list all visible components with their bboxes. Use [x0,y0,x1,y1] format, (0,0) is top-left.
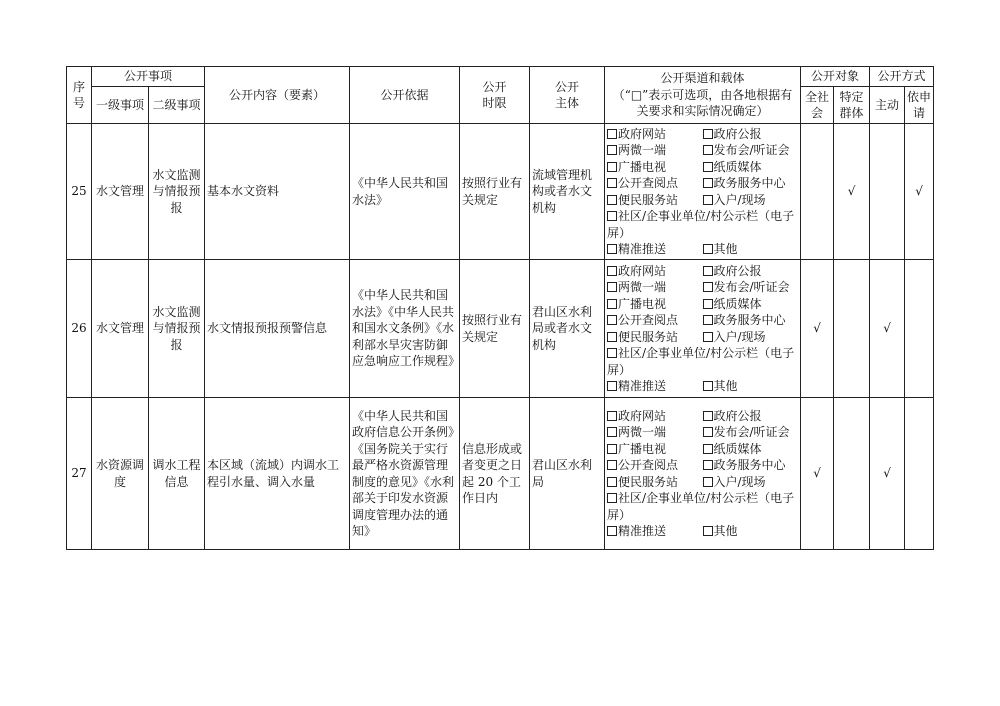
cell-level2: 水文监测与情报预报 [149,260,205,398]
channel-option [607,474,703,491]
header-mode-active: 主动 [870,87,905,124]
channel-label: 社区/企事业单位/村公示栏（电子屏） [607,491,795,522]
channel-option [703,424,799,441]
channel-label: 公开查阅点 [618,176,679,190]
channel-label: 政府公报 [713,263,762,278]
cell-subject: 君山区水利局或者水文机构 [530,260,605,398]
checkbox-icon [703,526,713,536]
channel-option [607,523,703,540]
channel-label: 社区/企事业单位/村公示栏（电子屏） [607,346,795,377]
cell-basis: 《中华人民共和国政府信息公开条例》《国务院关于实行最严格水资源管理制度的意见》《水利部关于印发水资源调度管理办法的通知》 [350,398,460,550]
cell-mode-request [905,260,934,398]
channel-option [607,208,798,241]
checkbox-icon [607,381,617,391]
cell-mode-request [905,398,934,550]
checkbox-icon [607,477,617,487]
cell-basis: 《中华人民共和国水法》 [350,124,460,260]
channel-option [703,175,799,192]
channel-label: 广播电视 [618,296,667,311]
cell-subject: 君山区水利局 [530,398,605,550]
channel-option [703,126,799,143]
channel-option [703,279,799,296]
checkbox-icon [607,195,617,205]
checkbox-icon [607,348,617,358]
channel-list [607,263,798,395]
channel-label: 政府网站 [618,408,667,423]
channel-option [703,142,799,159]
channel-label: 广播电视 [618,441,667,456]
checkbox-icon [607,145,617,155]
checkbox-icon [703,244,713,254]
channel-option [703,378,799,395]
channel-option [703,441,799,458]
checkbox-icon [703,282,713,292]
channel-option [607,457,703,474]
checkbox-icon [703,299,713,309]
cell-mode-request: √ [905,124,934,260]
checkbox-icon [703,178,713,188]
channel-label: 便民服务站 [618,474,679,489]
channel-option [703,312,799,329]
cell-channels [605,124,801,260]
header-subject: 公开主体 [530,67,605,124]
cell-subject: 流域管理机构或者水文机构 [530,124,605,260]
channel-label: 便民服务站 [618,192,679,207]
channel-option [703,474,799,491]
checkbox-icon [703,145,713,155]
channel-option [607,192,703,209]
channel-label: 精准推送 [618,379,667,393]
channel-label: 广播电视 [618,159,667,174]
checkbox-icon [607,178,617,188]
checkbox-icon [703,315,713,325]
cell-level1: 水文管理 [92,124,149,260]
header-content: 公开内容（要素） [205,67,350,124]
channel-label: 两微一端 [618,143,667,157]
checkbox-icon [703,266,713,276]
channel-option [607,241,703,258]
checkbox-icon [607,427,617,437]
channel-label: 精准推送 [618,242,667,256]
cell-deadline: 按照行业有关规定 [460,260,530,398]
channel-label: 其他 [713,379,738,393]
channel-label: 公开查阅点 [618,458,679,472]
header-channel-title: 公开渠道和载体 [660,71,745,86]
checkbox-icon [703,427,713,437]
checkbox-icon [607,162,617,172]
cell-deadline: 信息形成或者变更之日起 20 个工作日内 [460,398,530,550]
channel-label: 两微一端 [618,280,667,294]
channel-label: 社区/企事业单位/村公示栏（电子屏） [607,209,795,240]
cell-basis: 《中华人民共和国水法》《中华人民共和国水文条例》《水利部水旱灾害防御应急响应工作规程》 [350,260,460,398]
channel-option [703,329,799,346]
header-channel-note: （“□”表示可选项，由各地根据有关要求和实际情况确定） [612,87,793,119]
checkbox-icon [703,195,713,205]
channel-label: 其他 [713,242,738,256]
channel-option [703,263,799,280]
channel-label: 入户/现场 [713,474,766,489]
channel-option [607,441,703,458]
header-basis: 公开依据 [350,67,460,124]
channel-option [607,175,703,192]
cell-level1: 水文管理 [92,260,149,398]
checkbox-icon [607,211,617,221]
checkbox-icon [607,411,617,421]
channel-option [607,263,703,280]
cell-deadline: 按照行业有关规定 [460,124,530,260]
table-row [67,260,934,398]
cell-level2: 水文监测与情报预报 [149,124,205,260]
table-row [67,398,934,550]
channel-option [607,378,703,395]
cell-target-all: √ [801,398,834,550]
channel-label: 纸质媒体 [713,159,762,174]
channel-label: 政务服务中心 [713,458,786,472]
cell-mode-active: √ [870,260,905,398]
channel-option [607,296,703,313]
checkbox-icon [607,444,617,454]
cell-target-specific [834,398,870,550]
checkbox-icon [703,444,713,454]
channel-label: 公开查阅点 [618,313,679,327]
cell-target-specific [834,260,870,398]
checkbox-icon [607,129,617,139]
channel-option [607,345,798,378]
cell-mode-active [870,124,905,260]
cell-seq: 26 [67,260,92,398]
channel-option [703,408,799,425]
header-deadline: 公开时限 [460,67,530,124]
header-target: 公开对象 [801,67,870,87]
channel-option [703,159,799,176]
channel-option [607,424,703,441]
cell-level2: 调水工程信息 [149,398,205,550]
channel-label: 政务服务中心 [713,176,786,190]
channel-label: 入户/现场 [713,192,766,207]
checkbox-icon [607,460,617,470]
channel-label: 精准推送 [618,524,667,538]
channel-option [607,408,703,425]
checkbox-icon [607,332,617,342]
table-row [67,124,934,260]
cell-content: 本区域（流域）内调水工程引水量、调入水量 [205,398,350,550]
checkbox-icon [703,162,713,172]
channel-label: 便民服务站 [618,329,679,344]
channel-option [703,296,799,313]
channel-option [607,279,703,296]
header-target-all: 全社会 [801,87,834,124]
checkbox-icon [703,460,713,470]
channel-label: 发布会/听证会 [713,143,790,157]
cell-target-specific: √ [834,124,870,260]
channel-option [607,329,703,346]
channel-list [607,126,798,258]
channel-option [703,241,799,258]
channel-label: 政府网站 [618,126,667,141]
checkbox-icon [607,244,617,254]
channel-label: 其他 [713,524,738,538]
header-matter: 公开事项 [92,67,205,87]
checkbox-icon [703,129,713,139]
checkbox-icon [607,493,617,503]
channel-option [607,126,703,143]
channel-label: 政府公报 [713,126,762,141]
header-mode: 公开方式 [870,67,934,87]
cell-seq: 27 [67,398,92,550]
checkbox-icon [607,266,617,276]
disclosure-table [66,66,934,550]
channel-label: 发布会/听证会 [713,280,790,294]
channel-label: 政府公报 [713,408,762,423]
channel-option [703,457,799,474]
checkbox-icon [703,477,713,487]
channel-label: 两微一端 [618,425,667,439]
cell-content: 水文情报预报预警信息 [205,260,350,398]
header-channel [605,67,801,124]
channel-label: 政务服务中心 [713,313,786,327]
channel-list [607,408,798,540]
channel-option [703,523,799,540]
cell-target-all [801,124,834,260]
channel-option [607,312,703,329]
checkbox-icon [703,332,713,342]
channel-option [607,142,703,159]
header-target-specific: 特定群体 [834,87,870,124]
checkbox-icon [607,315,617,325]
header-level1: 一级事项 [92,87,149,124]
header-level2: 二级事项 [149,87,205,124]
channel-option [703,192,799,209]
checkbox-icon [607,299,617,309]
header-mode-request: 依申请 [905,87,934,124]
cell-content: 基本水文资料 [205,124,350,260]
cell-target-all: √ [801,260,834,398]
checkbox-icon [703,411,713,421]
cell-mode-active: √ [870,398,905,550]
cell-channels [605,398,801,550]
cell-level1: 水资源调度 [92,398,149,550]
cell-channels [605,260,801,398]
channel-label: 纸质媒体 [713,441,762,456]
checkbox-icon [703,381,713,391]
channel-label: 入户/现场 [713,329,766,344]
cell-seq: 25 [67,124,92,260]
checkbox-icon [607,282,617,292]
channel-label: 政府网站 [618,263,667,278]
channel-option [607,159,703,176]
header-seq: 序号 [67,67,92,124]
channel-option [607,490,798,523]
checkbox-icon [607,526,617,536]
channel-label: 发布会/听证会 [713,425,790,439]
channel-label: 纸质媒体 [713,296,762,311]
